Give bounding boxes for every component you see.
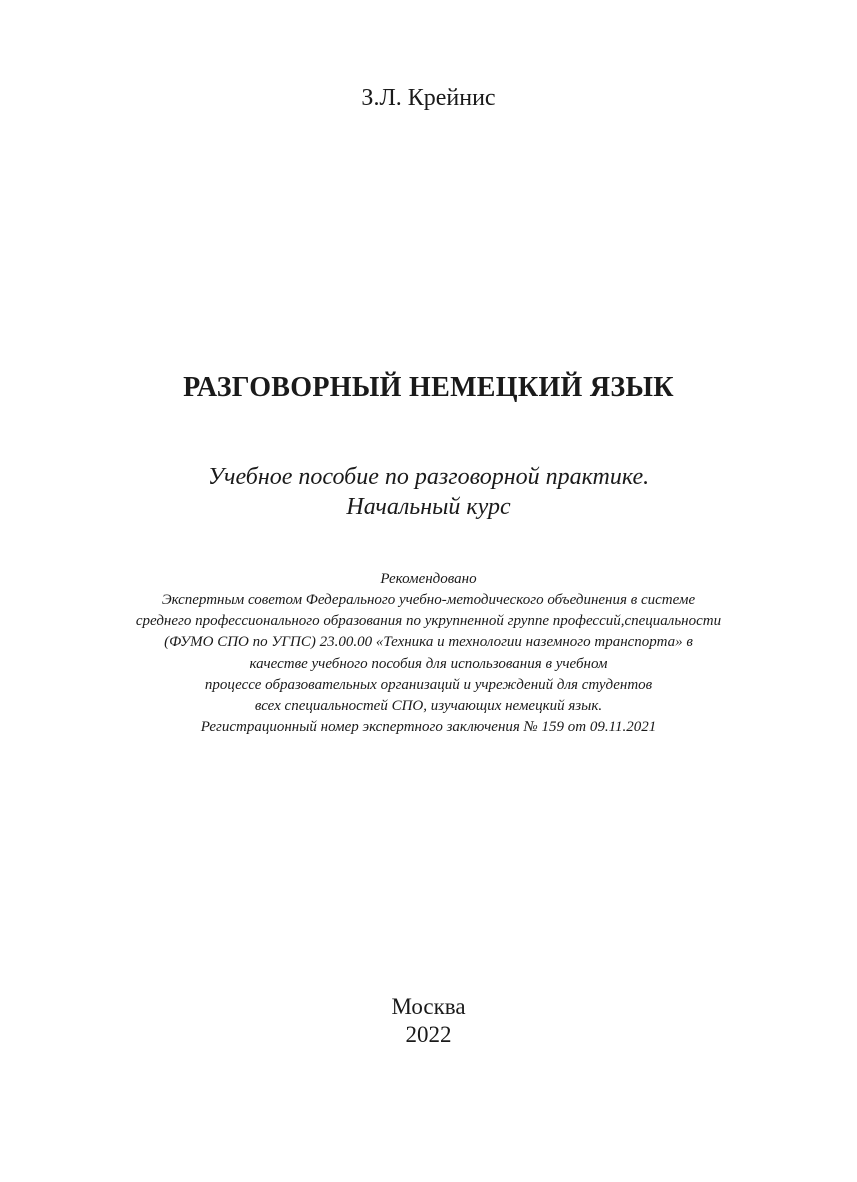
subtitle-line: Учебное пособие по разговорной практике. [207, 464, 650, 490]
recommendation-line: среднего профессионального образования по укрупненной группе профессий,специальности [135, 613, 722, 629]
recommendation-heading: Рекомендовано [380, 571, 477, 587]
publication-city: Москва [391, 994, 466, 1019]
recommendation-line: всех специальностей СПО, изучающих немецкий язык. [254, 698, 603, 714]
subtitle-line: Начальный курс [346, 494, 511, 520]
registration-number-line: Регистрационный номер экспертного заключения № 159 от 09.11.2021 [200, 719, 657, 735]
recommendation-line: Экспертным советом Федерального учебно-методического объединения в системе [161, 592, 696, 608]
author-name: З.Л. Крейнис [361, 85, 496, 111]
recommendation-line: (ФУМО СПО по УГПС) 23.00.00 «Техника и технологии наземного транспорта» в [164, 634, 693, 650]
book-title: РАЗГОВОРНЫЙ НЕМЕЦКИЙ ЯЗЫК [183, 372, 674, 403]
recommendation-line: процессе образовательных организаций и учреждений для студентов [204, 677, 653, 693]
publication-year: 2022 [405, 1022, 452, 1047]
recommendation-line: качестве учебного пособия для использования в учебном [249, 656, 608, 672]
